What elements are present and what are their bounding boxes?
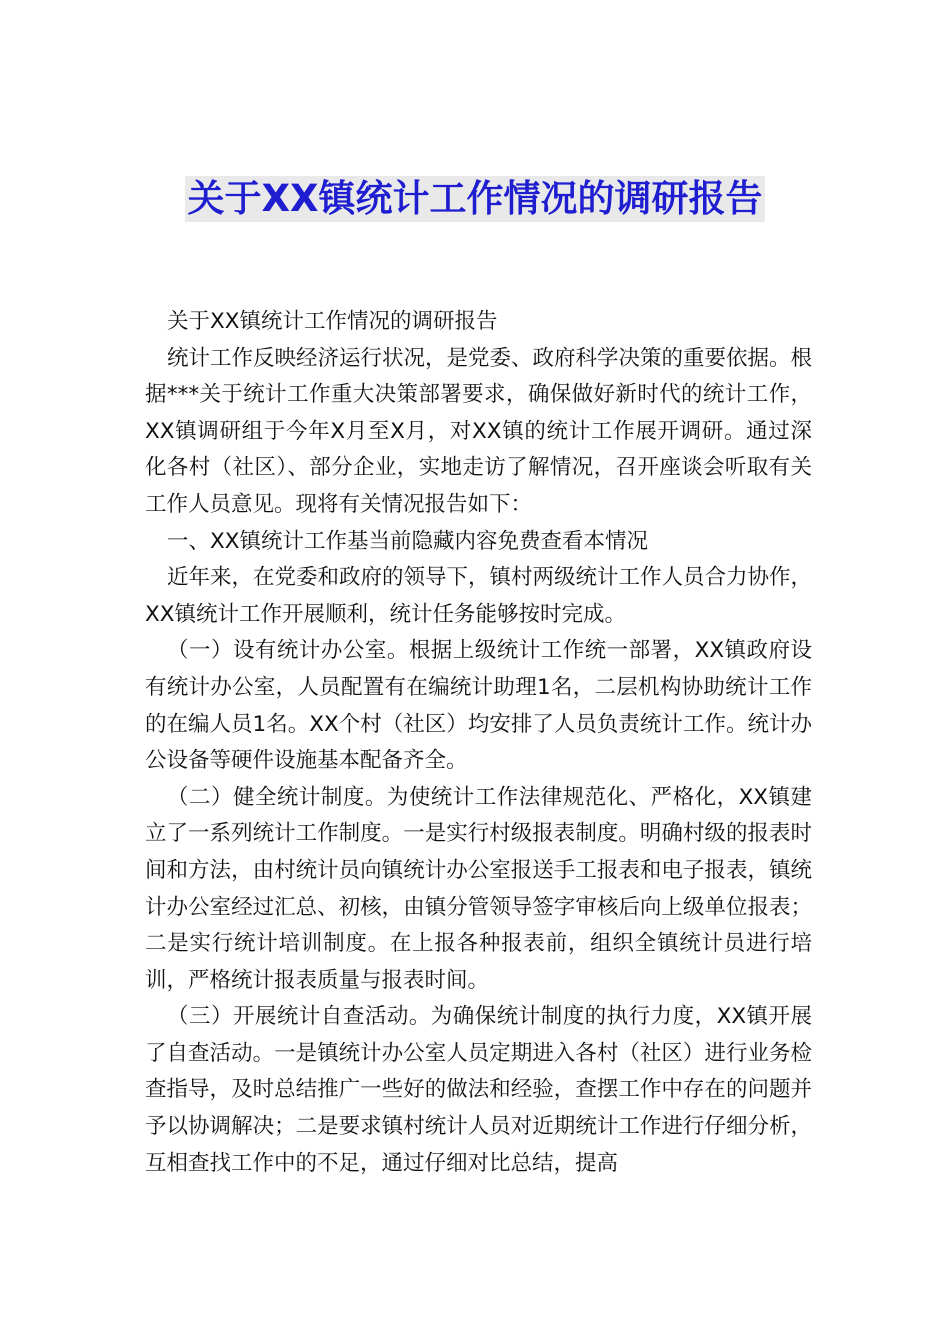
title-container xyxy=(0,176,950,222)
paragraph-item-2: （二）健全统计制度。为使统计工作法律规范化、严格化，XX镇建立了一系列统计工作制度。一是实行村级报表制度。明确村级的报表时间和方法，由村统计员向镇统计办公室报送手工报表和电子报表，镇统计办公室经过汇总、初核，由镇分管领导签字审核后向上级单位报表；二是实行统计培训制度。在上报各种报表前，组织全镇统计员进行培训，严格统计报表质量与报表时间。 xyxy=(145,784,812,993)
paragraph-subtitle: 关于XX镇统计工作情况的调研报告 xyxy=(167,309,498,334)
document-body xyxy=(145,304,812,1182)
document-title: 关于XX镇统计工作情况的调研报告 xyxy=(187,177,763,220)
section-heading: 一、XX镇统计工作基当前隐藏内容免费查看本情况 xyxy=(167,528,648,554)
paragraph-item-3: （三）开展统计自查活动。为确保统计制度的执行力度，XX镇开展了自查活动。一是镇统计办公室人员定期进入各村（社区）进行业务检查指导，及时总结推广一些好的做法和经验，查摆工作中存在的问题并予以协调解决；二是要求镇村统计人员对近期统计工作进行仔细分析，互相查找工作中的不足，通过仔细对比总结，提高 xyxy=(145,1004,812,1176)
paragraph-intro: 统计工作反映经济运行状况，是党委、政府科学决策的重要依据。根据***关于统计工作重大决策部署要求，确保做好新时代的统计工作，XX镇调研组于今年X月至X月，对XX镇的统计工作展开调研。通过深化各村（社区）、部分企业，实地走访了解情况，召开座谈会听取有关工作人员意见。现将有关情况报告如下： xyxy=(145,345,813,517)
paragraph-overview: 近年来，在党委和政府的领导下，镇村两级统计工作人员合力协作，XX镇统计工作开展顺利，统计任务能够按时完成。 xyxy=(145,565,813,627)
paragraph-item-1: （一）设有统计办公室。根据上级统计工作统一部署，XX镇政府设有统计办公室，人员配置有在编统计助理1名，二层机构协助统计工作的在编人员1名。XX个村（社区）均安排了人员负责统计工作。统计办公设备等硬件设施基本配备齐全。 xyxy=(145,638,812,774)
